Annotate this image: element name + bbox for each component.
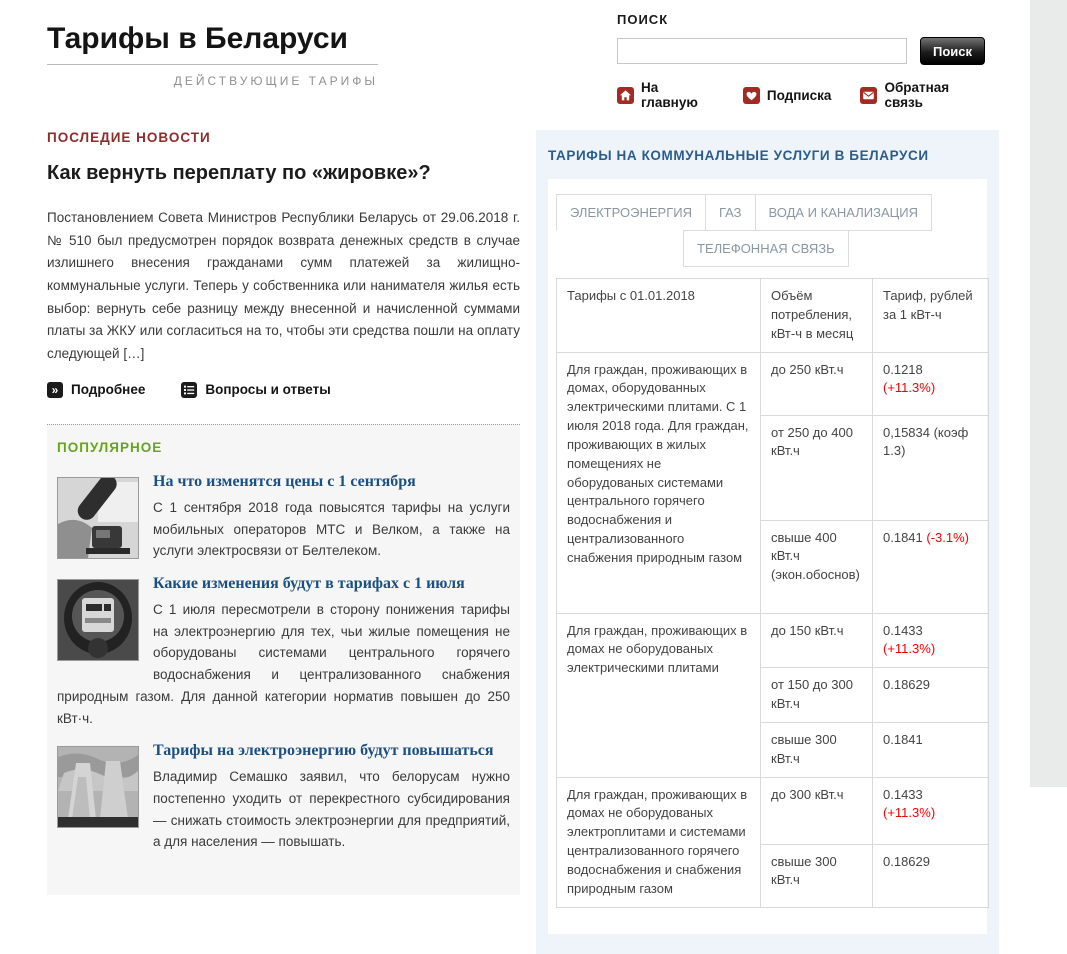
questions-answers-link[interactable]: [181, 382, 330, 398]
tab-gas[interactable]: ГАЗ: [705, 194, 756, 231]
tariffs-box: [548, 179, 987, 934]
list-item: [57, 742, 510, 853]
telephone-photo[interactable]: [57, 477, 139, 559]
home-icon: [617, 87, 634, 104]
read-more-label: Подробнее: [71, 382, 146, 398]
nav-feedback-label: Обратная связь: [884, 80, 950, 110]
volume-cell: до 250 кВт.ч: [761, 352, 873, 415]
nav-feedback-link[interactable]: [860, 80, 985, 110]
latest-news-heading: ПОСЛЕДИЕ НОВОСТИ: [47, 130, 211, 145]
change-note: (+11.3%): [883, 380, 936, 396]
tab-telephone[interactable]: ТЕЛЕФОННАЯ СВЯЗЬ: [683, 230, 849, 267]
change-note: (+11.3%): [883, 641, 936, 657]
category-cell: Для граждан, проживающих в домах не оборудованых электроплитами и системами централизованного горячего водоснабжения и снабжения природным газом: [557, 777, 761, 907]
nav-home-label: На главную: [641, 80, 698, 110]
tariff-tabs: [556, 188, 979, 267]
brand-divider: [47, 64, 378, 65]
col-header-tariff: Тариф, рублей за 1 кВт-ч: [873, 279, 989, 353]
search-label: ПОИСК: [617, 12, 669, 27]
read-more-link[interactable]: [47, 382, 145, 398]
popular-item-text: С 1 сентября 2018 года повысятся тарифы на услуги мобильных операторов МТС и Велком, а также на услуги электросвязи от Белтелеком.: [153, 499, 510, 559]
popular-item-title[interactable]: На что изменятся цены с 1 сентября: [153, 472, 416, 490]
article-links: [47, 382, 520, 398]
tariffs-panel: [536, 130, 999, 954]
popular-heading: ПОПУЛЯРНОЕ: [57, 439, 163, 455]
search-form: [617, 37, 985, 65]
tab-electricity[interactable]: ЭЛЕКТРОЭНЕРГИЯ: [556, 194, 706, 231]
tariff-cell: 0,15834 (коэф 1.3): [873, 415, 989, 520]
electric-meter-photo[interactable]: [57, 579, 139, 661]
nav-home-link[interactable]: [617, 80, 714, 110]
search-button[interactable]: Поиск: [920, 37, 985, 65]
list-icon: [181, 382, 197, 398]
news-column: [47, 130, 520, 895]
tariff-cell: 0.1433 (+11.3%): [873, 777, 989, 844]
category-cell: Для граждан, проживающих в домах не оборудованых электрическими плитами: [557, 613, 761, 777]
change-note: (-3.1%): [926, 529, 970, 545]
tariff-table: [556, 278, 989, 908]
volume-cell: до 150 кВт.ч: [761, 613, 873, 668]
col-header-volume: Объём потребления, кВт-ч в месяц: [761, 279, 873, 353]
tariff-cell: 0.1841: [873, 722, 989, 777]
nav-subscribe-label: Подписка: [766, 87, 832, 103]
list-item: [57, 473, 510, 563]
popular-item-title[interactable]: Тарифы на электроэнергию будут повышаться: [153, 741, 494, 759]
volume-cell: от 150 до 300 кВт.ч: [761, 668, 873, 723]
popular-item-title[interactable]: Какие изменения будут в тарифах с 1 июля: [153, 574, 465, 592]
volume-cell: свыше 300 кВт.ч: [761, 844, 873, 907]
header-right: [617, 0, 985, 112]
popular-item-text: Владимир Семашко заявил, что белорусам нужно постепенно уходить от перекрестного субсидирования — снижать стоимость электроэнергии для предприятий, а для населения — повышать.: [153, 768, 510, 850]
volume-cell: от 250 до 400 кВт.ч: [761, 415, 873, 520]
table-header-row: [557, 279, 989, 353]
quick-links: [617, 80, 985, 110]
table-row: [557, 777, 989, 844]
tariff-cell: 0.1218 (+11.3%): [873, 352, 989, 415]
category-cell: Для граждан, проживающих в домах, оборудованных электрическими плитами. С 1 июля 2018 года. Для граждан, проживающих в жилых помещениях не оборудованых системами центрального горячего водоснабжения и централизованного снабжения природным газом: [557, 352, 761, 613]
volume-cell: до 300 кВт.ч: [761, 777, 873, 844]
mail-icon: [860, 87, 877, 104]
article-title-link[interactable]: Как вернуть переплату по «жировке»?: [47, 162, 431, 184]
list-item: [57, 575, 510, 730]
table-row: [557, 613, 989, 668]
tariff-cell: 0.18629: [873, 668, 989, 723]
table-row: [557, 352, 989, 415]
col-header-date: Тарифы с 01.01.2018: [557, 279, 761, 353]
tariffs-heading: ТАРИФЫ НА КОММУНАЛЬНЫЕ УСЛУГИ В БЕЛАРУСИ: [548, 148, 929, 163]
change-note: (+11.3%): [883, 805, 936, 821]
page: [47, 0, 1000, 954]
popular-section: [47, 424, 520, 896]
article-excerpt: Постановлением Совета Министров Республики Беларусь от 29.06.2018 г. № 510 был предусмотрен порядок возврата денежных средств в случае излишнего внесения гражданами сумм платежей за жилищно-коммунальные услуги. Теперь у собственника или нанимателя жилья есть выбор: вернуть себе разницу между внесенной и начисленной суммами платы за ЖКУ или согласиться на то, чтобы эти средства пошли на оплату следующей […]: [47, 210, 520, 362]
site-tagline: ДЕЙСТВУЮЩИЕ ТАРИФЫ: [173, 74, 378, 88]
brand-block: [47, 0, 378, 112]
volume-cell: свыше 300 кВт.ч: [761, 722, 873, 777]
site-title[interactable]: Тарифы в Беларуси: [47, 22, 348, 55]
tariff-cell: 0.1841 (-3.1%): [873, 520, 989, 613]
site-header: [47, 0, 1000, 112]
content-columns: [47, 130, 1000, 954]
tariff-cell: 0.18629: [873, 844, 989, 907]
tab-water[interactable]: ВОДА И КАНАЛИЗАЦИЯ: [755, 194, 932, 231]
heart-icon: [743, 87, 760, 104]
nav-subscribe-link[interactable]: [743, 87, 832, 104]
search-input[interactable]: [617, 38, 907, 64]
tariff-cell: 0.1433 (+11.3%): [873, 613, 989, 668]
popular-item-text: С 1 июля пересмотрели в сторону понижения тарифы на электроэнергию для тех, чьи жилые помещения не оборудованы системами центрального горячего водоснабжения и централизованного снабжения природным газом. Для данной категории норматив повышен до 250 кВт·ч.: [57, 601, 510, 726]
chevrons-right-icon: »: [47, 382, 63, 398]
page-edge-strip: [1030, 0, 1067, 787]
volume-cell: свыше 400 кВт.ч (экон.обоснов): [761, 520, 873, 613]
questions-answers-label: Вопросы и ответы: [205, 382, 331, 398]
